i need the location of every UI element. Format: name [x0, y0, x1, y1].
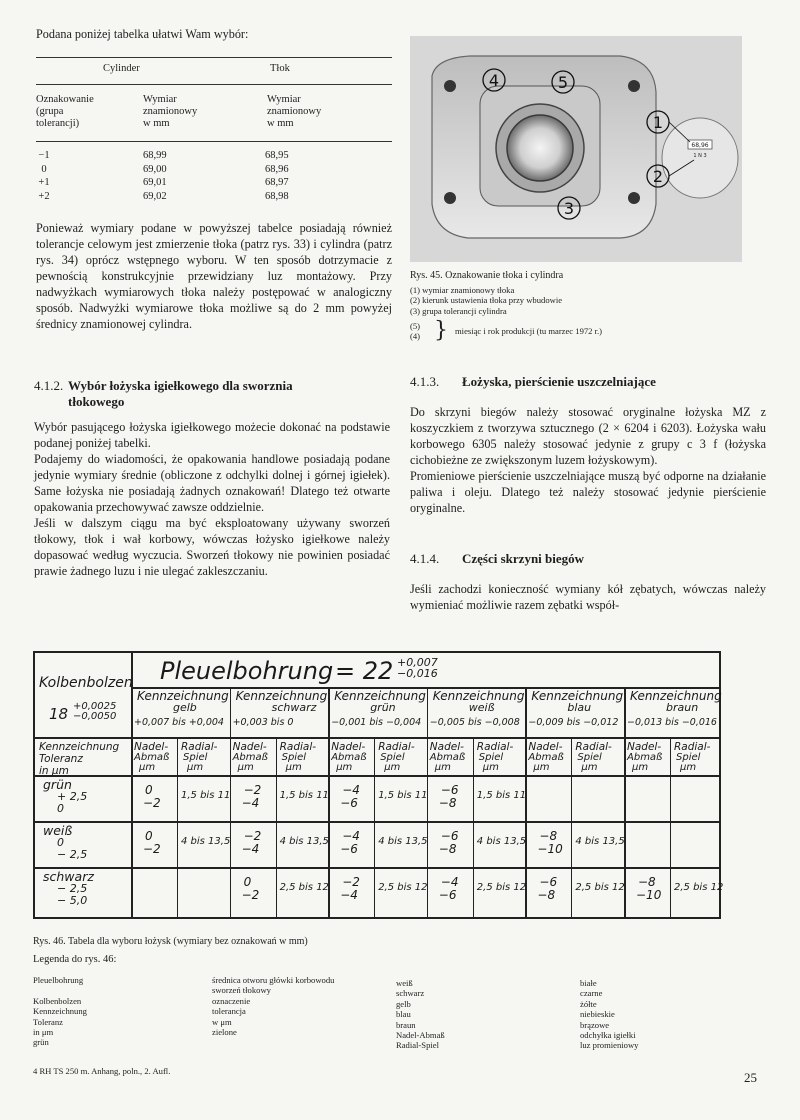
cell-abmass-lower: −4	[241, 796, 260, 810]
col-unit: μm	[533, 762, 550, 773]
col-unit: μm	[482, 762, 499, 773]
col-spiel: Spiel	[676, 752, 701, 763]
col-unit: μm	[384, 762, 401, 773]
col-piston-header: Wymiar znamionowy w mm	[267, 94, 322, 129]
size-table-body	[36, 150, 376, 204]
cell-abmass-upper: −6	[440, 829, 459, 843]
col-color-1: schwarz	[271, 701, 317, 714]
row-header-label: Kennzeichnung Toleranz in μm	[39, 741, 120, 777]
paragraph-tolerances: Ponieważ wymiary podane w powyższej tabelce posiadają również tolerancje celowym jest zmierzenie tłoka (patrz rys. 33) i cylindra (patrz rys. 34) oprócz wstępnego wyboru. W ten sposób dotrzymacie z pewnością konstrukcyjnie przewidziany luz montażowy. Przy nadwyżkach wymiarowych tłoka należy postępować w analogiczny sposób. Nadwyżki wymiarowe tłoka możliwe są do 2 mm powyżej średnicy znamionowej cylindra.	[36, 221, 392, 331]
grid-vline	[230, 687, 232, 917]
fig45-label-2: 2	[652, 167, 664, 186]
fig45-legend-45-text: miesiąc i rok produkcji (tu marzec 1972 r.)	[455, 326, 602, 336]
col-nadel: Nadel-	[331, 741, 366, 753]
cell-abmass-lower: −8	[537, 888, 556, 902]
cell-radial-spiel: 4 bis 13,5	[378, 836, 428, 847]
col-color-3: weiß	[468, 701, 495, 714]
row-tol-upper: + 2,5	[57, 790, 88, 803]
grid-hline	[35, 821, 719, 823]
fig45-label-5: 5	[557, 73, 569, 92]
grid-vline	[670, 737, 671, 917]
grid-vline	[131, 653, 133, 917]
col-spiel: Spiel	[478, 752, 504, 763]
group-piston-header: Tłok	[270, 63, 290, 74]
grid-vline	[571, 737, 572, 917]
col-spiel: Spiel	[577, 752, 602, 763]
cell-abmass-upper: −8	[638, 875, 656, 889]
col-radial: Radial-	[279, 741, 317, 753]
table-row: 0 69,00 68,96	[41, 163, 289, 175]
grid-vline	[374, 737, 375, 917]
col-grade-header: Oznakowanie (grupa tolerancji)	[36, 94, 94, 129]
row-tol-lower: 0	[57, 802, 64, 815]
col-abmass: Abmaß	[134, 752, 170, 763]
col-radial: Radial-	[476, 741, 514, 753]
cell-abmass-lower: −10	[537, 842, 563, 856]
page-number: 25	[744, 1070, 757, 1085]
col-color-2: grün	[370, 701, 396, 714]
col-unit: μm	[680, 762, 697, 773]
col-kennzeichnung: Kennzeichnung	[235, 689, 328, 703]
col-kennzeichnung: Kennzeichnung	[137, 689, 229, 703]
col-radial: Radial-	[575, 741, 612, 753]
cell-abmass-lower: −2	[241, 888, 260, 902]
cell-radial-spiel: 1,5 bis 11	[181, 790, 231, 801]
cell-radial-spiel: 4 bis 13,5	[279, 836, 329, 847]
cell-abmass-upper: 0	[243, 875, 252, 889]
cell-radial-spiel: 2,5 bis 12	[674, 882, 724, 893]
col-nadel: Nadel-	[627, 741, 662, 753]
cell-radial-spiel: 4 bis 13,5	[575, 836, 625, 847]
row-color-1: weiß	[43, 823, 73, 838]
section-414-heading: 4.1.4. Części skrzyni biegów	[410, 551, 585, 566]
col-spiel: Spiel	[380, 752, 405, 763]
pleuel-tol: +0,007 −0,016	[397, 656, 438, 680]
pleuel-title: Pleuelbohrung	[160, 657, 334, 685]
legend-de-col1: Pleuelbohrung Kolbenbolzen Kennzeichnung Toleranz in μm grün	[33, 975, 87, 1048]
kolbenbolzen-label: Kolbenbolzen	[39, 675, 133, 691]
cell-radial-spiel: 1,5 bis 11	[378, 790, 428, 801]
row-color-2: schwarz	[43, 869, 94, 884]
cell-abmass-upper: −6	[539, 875, 558, 889]
col-abmass: Abmaß	[528, 752, 564, 763]
row-color-0: grün	[43, 777, 72, 792]
grid-hline	[35, 867, 719, 869]
section-412-body: Wybór pasującego łożyska igiełkowego możecie dokonać na podstawie podanej poniżej tabelki. Podajemy do wiadomości, że opakowania handlowe posiadają podane jedynie wymiary średnie (obliczone z odchylki dolnej i górnej igiełek). Same łożyska nie posiadają żadnych oznakowań! Dlatego też otwarte opakowania przechowywać zawsze oddzielnie. Jeśli w dalszym ciągu ma być eksploatowany używany sworzeń tłokowy, tłok i wał korbowy, wówczas łożysko igiełkowe należy dopasować według wyczucia. Sworzeń tłokowy nie powinien posiadać prawie żadnego luzu i nie ulegać zakleszczaniu.	[34, 420, 390, 578]
cell-abmass-lower: −10	[636, 888, 662, 902]
col-unit: μm	[237, 762, 254, 773]
col-unit: μm	[632, 762, 649, 773]
legend-pl-col1: średnica otworu główki korbowodu sworzeń tłokowy oznaczenie tolerancja w μm zielone	[212, 975, 335, 1038]
footer-note: 4 RH TS 250 m. Anhang, poln., 2. Aufl.	[33, 1066, 171, 1076]
col-spiel: Spiel	[183, 752, 208, 763]
col-unit: μm	[336, 762, 353, 773]
section-414-body: Jeśli zachodzi konieczność wymiany kół zębatych, wówczas należy wymieniać możliwie razem zębatki współ-	[410, 582, 766, 612]
col-radial: Radial-	[674, 741, 711, 753]
section-412-heading: 4.1.2. Wybór łożyska igiełkowego dla sworznia tłokowego	[34, 378, 293, 409]
col-range-2: −0,001 bis −0,004	[331, 717, 422, 728]
fig45-legend-45: (5) (4)	[410, 321, 421, 342]
col-unit: μm	[139, 762, 156, 773]
cell-abmass-upper: −2	[243, 783, 262, 797]
col-color-5: braun	[666, 701, 699, 714]
grid-hline	[35, 737, 719, 739]
fig45-label-4: 4	[488, 71, 500, 90]
col-nadel: Nadel-	[134, 741, 169, 753]
group-cylinder-header: Cylinder	[103, 63, 140, 74]
table-row: +1 69,01 68,97	[38, 177, 289, 188]
grid-vline	[473, 737, 474, 917]
table-row: −1 68,99 68,95	[38, 150, 289, 161]
col-range-0: +0,007 bis +0,004	[134, 717, 224, 728]
col-spiel: Spiel	[281, 752, 306, 763]
cell-radial-spiel: 2,5 bis 12	[279, 882, 329, 893]
legend-pl-col2: białe czarne żółte niebieskie brązowe odchyłka igiełki luz promieniowy	[580, 978, 639, 1051]
cell-radial-spiel: 2,5 bis 12	[575, 882, 625, 893]
col-range-5: −0,013 bis −0,016	[627, 717, 717, 728]
cell-abmass-upper: −4	[342, 783, 360, 797]
cell-radial-spiel: 1,5 bis 11	[476, 790, 527, 801]
col-nadel: Nadel-	[232, 741, 267, 753]
cell-abmass-upper: −2	[243, 829, 262, 843]
kolbenbolzen-tol: +0,0025 −0,0050	[73, 701, 117, 722]
col-nadel: Nadel-	[528, 741, 563, 753]
needle-bearing-table	[33, 651, 724, 919]
section-413-body: Do skrzyni biegów należy stosować oryginalne łożyska MZ z koszyczkiem z tworzywa sztucznego (2 × 6204 i 6203). Łożyska wału korbowego 6305 należy stosować jedynie z grupy c 3 f (łożyska cichobieżne ze zwiększonym luzem łożyskowym). Promieniowe pierścienie uszczelniające muszą być odporne na działanie paliwa i oleju. Dlatego też należy stosować jedynie pierścienie oryginalne.	[410, 405, 766, 515]
section-413-heading: 4.1.3. Łożyska, pierścienie uszczelniające	[410, 374, 656, 389]
grid-vline	[276, 737, 277, 917]
fig45-title: Rys. 45. Oznakowanie tłoka i cylindra	[410, 270, 564, 281]
col-radial: Radial-	[181, 741, 218, 753]
fig46-caption: Rys. 46. Tabela dla wyboru łożysk (wymiary bez oznakowań w mm)	[33, 936, 308, 947]
cell-radial-spiel: 2,5 bis 12	[476, 882, 527, 893]
col-unit: μm	[285, 762, 302, 773]
cell-radial-spiel: 2,5 bis 12	[378, 882, 428, 893]
col-abmass: Abmaß	[627, 752, 663, 763]
row-tol-upper: 0	[57, 836, 64, 849]
col-unit: μm	[187, 762, 204, 773]
cell-abmass-upper: −4	[342, 829, 360, 843]
piston-mark-arrow: 1 N 3	[693, 153, 707, 159]
col-kennzeichnung: Kennzeichnung	[531, 689, 624, 703]
col-kennzeichnung: Kennzeichnung	[630, 689, 722, 703]
row-tol-upper: − 2,5	[57, 882, 88, 895]
col-color-0: gelb	[173, 701, 197, 714]
cell-abmass-lower: −6	[438, 888, 457, 902]
grid-hline	[35, 775, 719, 777]
cell-abmass-upper: −2	[342, 875, 360, 889]
col-kennzeichnung: Kennzeichnung	[432, 689, 525, 703]
cell-abmass-lower: −8	[438, 796, 457, 810]
photo-drawing	[410, 36, 742, 262]
cell-abmass-upper: 0	[145, 829, 153, 843]
intro-text: Podana poniżej tabelka ułatwi Wam wybór:	[36, 27, 249, 41]
piston-cylinder-photo	[410, 36, 742, 262]
col-range-4: −0,009 bis −0,012	[528, 717, 619, 728]
cell-radial-spiel: 4 bis 13,5	[476, 836, 527, 847]
kolbenbolzen-dim: 18	[49, 705, 69, 723]
cell-radial-spiel: 1,5 bis 11	[279, 790, 329, 801]
col-abmass: Abmaß	[232, 752, 268, 763]
fig45-label-1: 1	[652, 113, 664, 132]
cell-abmass-lower: −4	[340, 888, 358, 902]
col-color-4: blau	[567, 701, 592, 714]
col-radial: Radial-	[378, 741, 415, 753]
cell-abmass-lower: −6	[340, 842, 358, 856]
col-range-1: +0,003 bis 0	[232, 717, 294, 728]
piston-mark-size: 68,96	[691, 142, 709, 149]
cell-abmass-upper: −4	[440, 875, 459, 889]
fig46-legend-title: Legenda do rys. 46:	[33, 954, 117, 965]
col-abmass: Abmaß	[331, 752, 367, 763]
table-row: +2 69,02 68,98	[38, 190, 289, 202]
cell-abmass-lower: −2	[143, 842, 161, 856]
legend-de-col2: weiß schwarz gelb blau braun Nadel-Abmaß Radial-Spiel	[396, 978, 445, 1051]
cell-abmass-lower: −6	[340, 796, 358, 810]
col-unit: μm	[581, 762, 598, 773]
cell-abmass-upper: 0	[145, 783, 153, 797]
col-range-3: −0,005 bis −0,008	[429, 717, 520, 728]
row-tol-lower: − 5,0	[57, 894, 88, 907]
cell-abmass-lower: −8	[438, 842, 457, 856]
pleuel-dim: = 22	[335, 657, 394, 685]
cell-abmass-upper: −6	[440, 783, 459, 797]
grid-vline	[177, 737, 178, 917]
col-cyl-header: Wymiar znamionowy w mm	[143, 94, 198, 129]
col-unit: μm	[434, 762, 451, 773]
cell-radial-spiel: 4 bis 13,5	[181, 836, 231, 847]
brace: }	[434, 318, 448, 343]
cell-abmass-lower: −2	[143, 796, 161, 810]
col-kennzeichnung: Kennzeichnung	[334, 689, 426, 703]
cell-abmass-upper: −8	[539, 829, 558, 843]
row-tol-lower: − 2,5	[57, 848, 88, 861]
col-nadel: Nadel-	[429, 741, 464, 753]
fig45-label-3: 3	[563, 199, 575, 218]
cell-abmass-lower: −4	[241, 842, 260, 856]
col-abmass: Abmaß	[429, 752, 466, 763]
fig45-legend: (1) wymiar znamionowy tłoka (2) kierunk ustawienia tłoka przy wbudowie (3) grupa tolerancji cylindra	[410, 285, 563, 316]
